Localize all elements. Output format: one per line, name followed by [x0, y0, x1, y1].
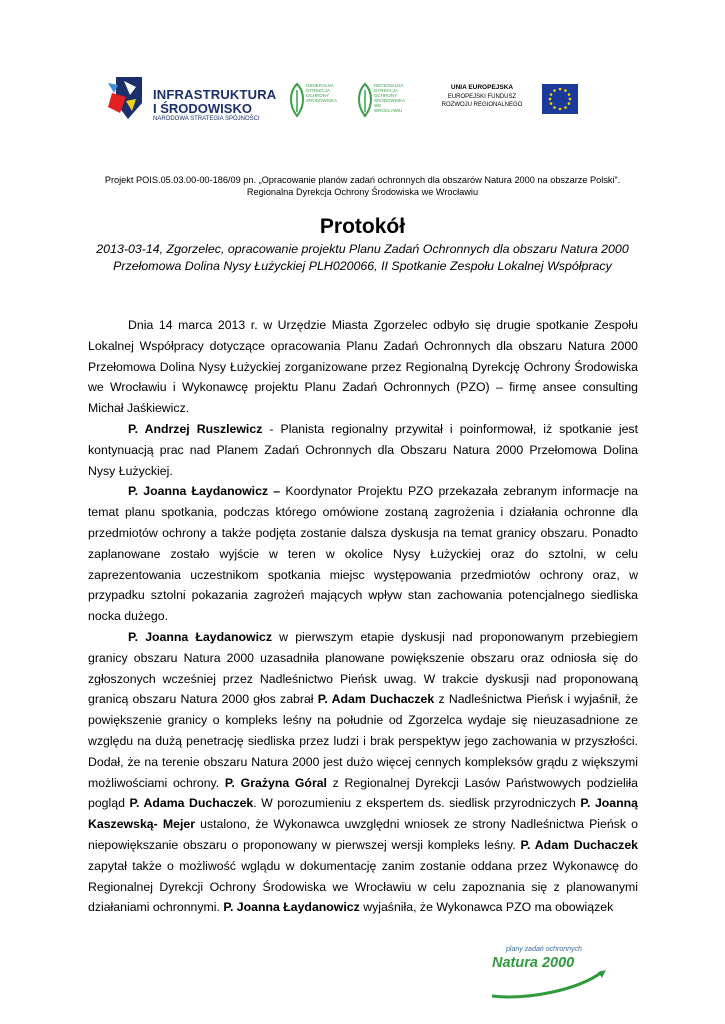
paragraph-text: w pierwszym etapie dyskusji nad proponowanym przebiegiem granicy obszaru Natura 2000 uzasadniła planowane powiększenie obszaru oraz odniosła się do zgłoszonych wcześniej przez Nadleśnictwo Pieńsk uwag. W trakcie dyskusji nad proponowaną granicą obszaru Natura 2000 głos zabrał [88, 629, 638, 707]
natura-2000-logo [488, 944, 608, 1002]
speaker-name: P. Adam Duchaczek [520, 837, 638, 852]
speaker-name: P. Adam Duchaczek [317, 692, 435, 707]
gdos-text: GENERALNA DYREKCJA OCHRONY ŚRODOWISKA [306, 83, 338, 103]
speaker-name: P. Joanna Łaydanowicz [128, 629, 272, 644]
page-title: Protokół [319, 215, 406, 238]
project-line2: Regionalna Dyrekcja Ochrony Środowiska we Wrocławiu [246, 187, 479, 197]
paragraph-text: Koordynator Projektu PZO przekazała zebranym informacje na temat planu spotkania, podczas którego omówione zostaną zagrożenia i działania ochronne dla przedmiotów ochrony a także podjęta zostanie dalsza dyskusja na temat granicy obszaru. Ponadto zaplanowane zostało wyjście w teren w okolice Nysy Łużyckiej oraz do sztolni, w celu zaprezentowania uczestnikom spotkania miejsc występowania przedmiotów ochrony oraz, w przypadku sztolni pokazania zagrożeń mających wpływ stan zachowania potencjalnego siedliska nocka dużego. [88, 484, 638, 624]
paragraph-3 [88, 481, 638, 627]
natura-tagline: plany zadań ochronnych [506, 946, 582, 953]
eu-title: UNIA EUROPEJSKA [450, 84, 514, 91]
paragraph-text: z Regionalnej Dyrekcji Lasów Państwowych podzieliła pogląd [88, 775, 638, 811]
subtitle-line2: Przełomowa Dolina Nysy Łużyckiej PLH020066, II Spotkanie Zespołu Lokalnej Współpracy [113, 259, 612, 273]
infrastruktura-srodowisko-logo [106, 73, 276, 128]
paragraph-text: - Planista regionalny przywitał i poinformował, iż spotkanie jest kontynuacją prac nad Planem Zadań Ochronnych dla Obszaru Natura 2000 Przełomowa Dolina Nysy Łużyckiej. [88, 421, 638, 478]
project-info [0, 174, 725, 198]
eu-fund [432, 93, 532, 109]
rdos-logo [356, 78, 408, 120]
is-title-line1: INFRASTRUKTURA [153, 87, 277, 102]
rdos-leaf-icon [356, 82, 374, 118]
eu-flag-icon [542, 84, 578, 114]
is-subtitle: NARODOWA STRATEGIA SPÓJNOŚCI [153, 116, 260, 122]
paragraph-1: Dnia 14 marca 2013 r. w Urzędzie Miasta Zgorzelec odbyło się drugie spotkanie Zespołu Lokalnej Współpracy dotyczące opracowania Planu Zadań Ochronnych dla obszaru Natura 2000 Przełomowa Dolina Nysy Łużyckiej zorganizowane przez Regionalną Dyrekcję Ochrony Środowiska we Wrocławiu i Wykonawcę projektu Planu Zadań Ochronnych (PZO) – firmę ansee consulting Michał Jaśkiewicz. [88, 318, 638, 416]
paragraph-text: ustalono, że Wykonawca uwzględni wniosek ze strony Nadleśnictwa Pieńsk o niepowiększanie obszaru o proponowany w pierwszej wersji kompleks leśny. [88, 817, 638, 852]
paragraph-text: zapytał także o możliwość wglądu w dokumentację zanim zostanie oddana przez Wykonawcę do Regionalnej Dyrekcji Ochrony Środowiska we Wrocławiu w celu zapoznania się z planowanymi działaniami ochronnymi. [88, 858, 638, 915]
speaker-name: P. Joanna Łaydanowicz [223, 900, 360, 915]
protocol-body [88, 315, 638, 918]
paragraph-2 [88, 419, 638, 481]
page-subtitle [0, 241, 725, 275]
is-flag-icon [106, 73, 146, 123]
speaker-name: P. Adama Duchaczek [129, 796, 254, 811]
speaker-name: P. Andrzej Ruszlewicz [128, 421, 263, 436]
header-logos [100, 70, 580, 130]
speaker-name: P. Grażyna Góral [224, 775, 327, 790]
gdos-leaf-icon [288, 82, 306, 118]
eu-fund-line1: EUROPEJSKI FUNDUSZ [447, 94, 517, 100]
natura-swoosh-icon [488, 970, 608, 1000]
paragraph-4 [88, 627, 638, 918]
paragraph-text: z Nadleśnictwa Pieńsk i wyjaśnił, że powiększenie granicy o kompleks leśny na południe od Zgorzelca wydaje się nieuzasadnione ze względu na dużą penetrację siedliska przez ludzi i brak perspektyw jego zachowania w przyszłości. Dodał, że na terenie obszaru Natura 2000 jest dużo więcej cennych kompleksów grądu z większymi możliwościami ochrony. [88, 692, 638, 790]
rdos-text: REGIONALNA DYREKCJA OCHRONY ŚRODOWISKA WE WROCŁAWIU [374, 83, 405, 113]
speaker-name: P. Joanną Kaszewską- Mejer [88, 796, 638, 832]
speaker-name: P. Joanna Łaydanowicz – [128, 484, 281, 499]
eu-logo [418, 72, 573, 126]
natura-title: Natura 2000 [492, 955, 575, 971]
project-line1: Projekt POIS.05.03.00-00-186/09 pn. „Opracowanie planów zadań ochronnych dla obszarów Natura 2000 na obszarze Polski”. [104, 175, 621, 185]
paragraph-text: wyjaśniła, że Wykonawca PZO ma obowiązek [359, 900, 614, 915]
paragraph-text: . W porozumieniu z ekspertem ds. siedlisk przyrodniczych [253, 796, 581, 811]
gdos-logo [288, 78, 340, 120]
eu-fund-line2: ROZWOJU REGIONALNEGO [441, 102, 523, 108]
is-title-line2: I ŚRODOWISKO [153, 101, 252, 116]
subtitle-line1: 2013-03-14, Zgorzelec, opracowanie projektu Planu Zadań Ochronnych dla obszaru Natura 2000 [96, 242, 629, 256]
